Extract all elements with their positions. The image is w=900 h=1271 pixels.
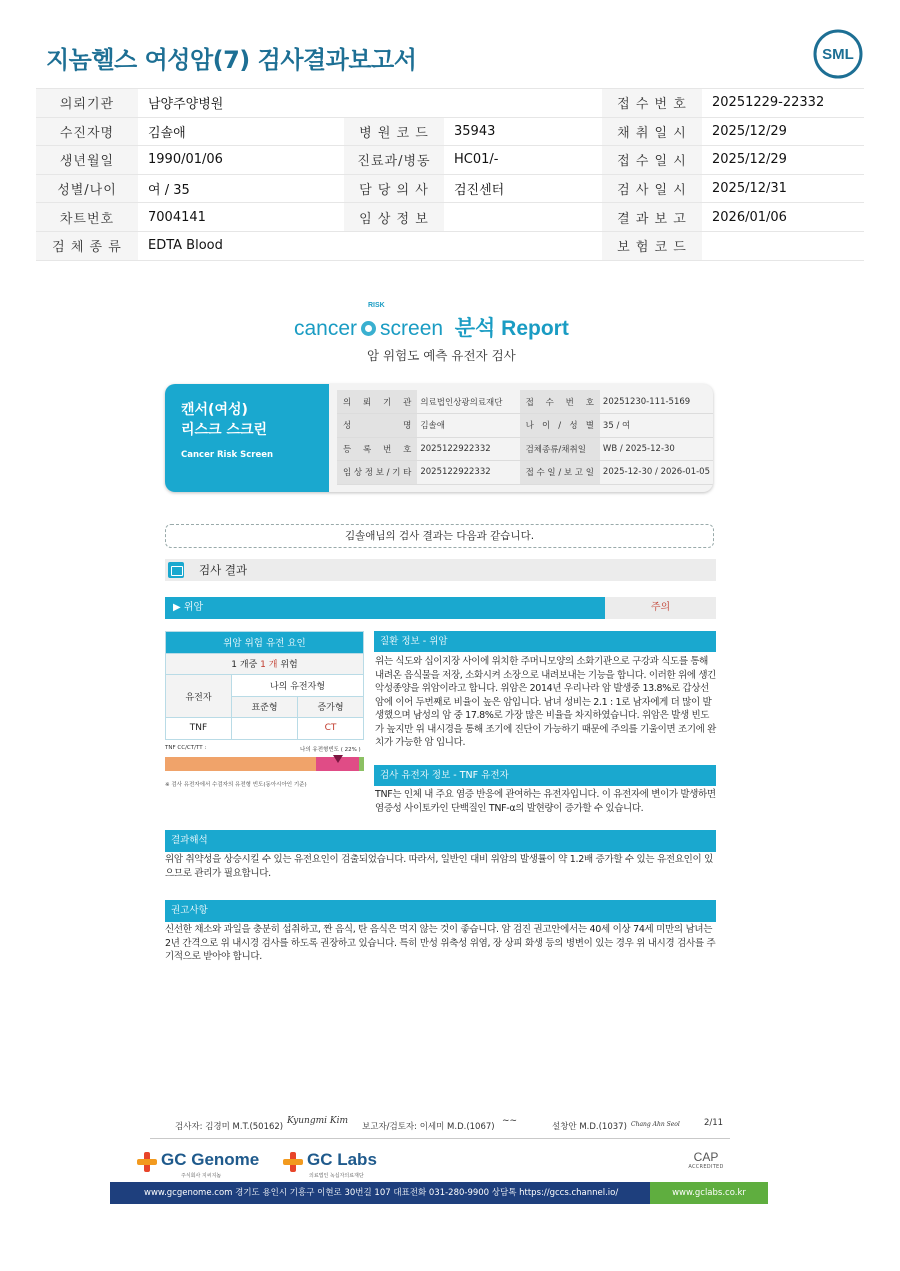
card-inst-label: 의 뢰 기 관 bbox=[337, 390, 417, 414]
card-inst-value: 의료법인상광의료재단 bbox=[417, 390, 519, 414]
collect-date-value: 2025/12/29 bbox=[702, 117, 864, 146]
footer-address: www.gcgenome.com 경기도 용인시 기흥구 이현로 30번길 107 대표전화 031-280-9900 상담톡 https://gccs.channel.io/ bbox=[144, 1188, 619, 1198]
tester-info: 검사자: 김경미 M.T.(50162) bbox=[175, 1122, 284, 1132]
receipt-no-label: 접 수 번 호 bbox=[602, 89, 702, 118]
chart-value: 7004141 bbox=[138, 203, 344, 232]
gene-risk-count-value: 1 개 bbox=[260, 660, 278, 671]
genotype-freq-axis-label: TNF CC/CT/TT : bbox=[165, 745, 207, 751]
interpretation-text: 위암 취약성을 상승시킬 수 있는 유전요인이 검출되었습니다. 따라서, 일반인 대비 위암의 발생률이 약 1.2배 증가할 수 있는 유전요인이 있으므로 관리가 필요합니다. bbox=[165, 854, 713, 879]
footer-divider bbox=[150, 1138, 730, 1139]
brand-screen: screen bbox=[380, 317, 444, 340]
page-title: 지놈헬스 여성암(7) 검사결과보고서 bbox=[46, 46, 417, 74]
results-heading bbox=[165, 559, 716, 581]
gc-genome-sub: 주식회사 지씨지놈 bbox=[181, 1173, 222, 1179]
hospital-code-label: 병 원 코 드 bbox=[344, 117, 444, 146]
specimen-label: 검 체 종 류 bbox=[36, 231, 138, 260]
card-clinical-value: 2025122922332 bbox=[417, 461, 519, 485]
report-date-label: 결 과 보 고 bbox=[602, 203, 702, 232]
genotype-freq-segment-tt bbox=[359, 757, 364, 771]
brand-logo-icon bbox=[361, 321, 376, 336]
card-reg-value: 2025122922332 bbox=[417, 437, 519, 461]
gene-increased-value: CT bbox=[298, 718, 364, 740]
hospital-code-value: 35943 bbox=[444, 117, 602, 146]
gene-risk-count bbox=[166, 653, 364, 675]
brand-cancer: cancer bbox=[294, 317, 358, 340]
cap-accredited-logo bbox=[676, 1150, 736, 1182]
brand-title: 분석 Report bbox=[454, 317, 569, 340]
footer-bar bbox=[110, 1182, 768, 1204]
receipt-date-value: 2025/12/29 bbox=[702, 146, 864, 175]
card-row bbox=[337, 390, 713, 414]
clinical-label: 임 상 정 보 bbox=[344, 203, 444, 232]
info-row bbox=[36, 117, 864, 146]
my-genotype-header: 나의 유전자형 bbox=[232, 675, 364, 697]
dept-value: HC01/- bbox=[444, 146, 602, 175]
gene-info-heading: 검사 유전자 정보 - TNF 유전자 bbox=[374, 765, 716, 786]
collect-date-label: 채 취 일 시 bbox=[602, 117, 702, 146]
specimen-value: EDTA Blood bbox=[138, 231, 344, 260]
info-row bbox=[36, 89, 864, 118]
cap-logo-sub: ACCREDITED bbox=[688, 1164, 724, 1170]
category-bar: ▶ 위암 bbox=[165, 597, 605, 619]
disease-info-heading: 질환 정보 - 위암 bbox=[374, 631, 716, 652]
gc-cross-icon bbox=[137, 1152, 157, 1172]
gene-col-header: 유전자 bbox=[166, 675, 232, 718]
gc-labs-name: GC Labs bbox=[307, 1150, 377, 1169]
gene-name: TNF bbox=[166, 718, 232, 740]
gene-info-text: TNF는 인체 내 주요 염증 반응에 관여하는 유전자입니다. 이 유전자에 변이가 발생하면 염증성 사이토카인 단백질인 TNF-α의 발현량이 증가할 수 있습니다. bbox=[375, 789, 716, 814]
patient-label: 수진자명 bbox=[36, 117, 138, 146]
info-row bbox=[36, 203, 864, 232]
info-row bbox=[36, 146, 864, 175]
gene-table-header-row bbox=[166, 675, 364, 697]
category-status-badge: 주의 bbox=[605, 597, 716, 619]
sex-age-value: 여 / 35 bbox=[138, 174, 344, 203]
institution-value: 남양주양병원 bbox=[138, 89, 344, 118]
report-date-value: 2026/01/06 bbox=[702, 203, 864, 232]
card-title-panel bbox=[165, 384, 329, 492]
card-name-value: 김솔애 bbox=[417, 414, 519, 438]
doctor-label: 담 당 의 사 bbox=[344, 174, 444, 203]
card-row bbox=[337, 414, 713, 438]
dept-label: 진료과/병동 bbox=[344, 146, 444, 175]
card-agesex-value: 35 / 여 bbox=[600, 414, 713, 438]
info-row bbox=[36, 231, 864, 260]
gene-table-count-row bbox=[166, 653, 364, 675]
recommendation-heading: 권고사항 bbox=[165, 900, 716, 922]
info-row bbox=[36, 174, 864, 203]
card-no-value: 20251230-111-5169 bbox=[600, 390, 713, 414]
empty-cell bbox=[444, 89, 602, 118]
footer-website: www.gclabs.co.kr bbox=[650, 1182, 768, 1204]
increased-type-header: 증가형 bbox=[298, 696, 364, 718]
sml-logo bbox=[812, 28, 864, 80]
insurance-label: 보 험 코 드 bbox=[602, 231, 702, 260]
results-heading-text: 검사 결과 bbox=[199, 563, 248, 577]
insurance-value bbox=[702, 231, 864, 260]
reporter-info: 보고자/검토자: 이세미 M.D.(1067) bbox=[362, 1122, 495, 1132]
gene-standard-value bbox=[232, 718, 298, 740]
patient-info-table bbox=[36, 88, 864, 261]
test-date-value: 2025/12/31 bbox=[702, 174, 864, 203]
standard-type-header: 표준형 bbox=[232, 696, 298, 718]
empty-cell bbox=[344, 89, 444, 118]
gc-genome-name: GC Genome bbox=[161, 1150, 260, 1169]
cancer-risk-screen-logo bbox=[294, 302, 569, 342]
interpretation-heading: 결과해석 bbox=[165, 830, 716, 852]
empty-cell bbox=[344, 231, 444, 260]
reviewer-signature: Chang Ahn Seol bbox=[631, 1121, 680, 1128]
brand-risk: RISK bbox=[368, 302, 385, 309]
gene-risk-table bbox=[165, 631, 364, 740]
card-reg-label: 등 록 번 호 bbox=[337, 437, 417, 461]
gene-risk-count-prefix: 1 개중 bbox=[231, 660, 258, 671]
card-no-label: 접 수 번 호 bbox=[520, 390, 600, 414]
my-genotype-marker-icon bbox=[333, 755, 343, 763]
card-info-table bbox=[337, 390, 713, 485]
card-clinical-label: 임 상 정 보 / 기 타 bbox=[337, 461, 417, 485]
gc-cross-icon bbox=[283, 1152, 303, 1172]
reviewer-info: 설창안 M.D.(1037) bbox=[552, 1122, 627, 1132]
card-title-2: 리스크 스크린 bbox=[181, 422, 268, 438]
genotype-freq-note: ※ 검사 유전자에서 수검자의 유전형 빈도(동아시아인 기준) bbox=[165, 782, 307, 788]
genotype-frequency-bar bbox=[165, 757, 364, 771]
disease-info-text: 위는 식도와 십이지장 사이에 위치한 주머니모양의 소화기관으로 구강과 식도를 통해 내려온 음식물을 저장, 소화시켜 소장으로 내려보내는 기능을 합니다. 이러한 위에 생긴 악성종양을 위암이라고 합니다. 위암은 2014년 우리나라 암 발생중 13.8%로 갑상선암에 이어 두번째로 비율이 높은 암입니다. 남녀 성비는 2.1 : 1로 남자에게 더 많이 발생했으며 남성의 암 중 17.8%로 가장 많은 비율을 차지하였습니다. 위암은 발생 빈도가 높지만 위 내시경을 통해 조기에 진단이 가능하기 때문에 주의를 기울이면 조기에 완치가 가능한 암 입니다. bbox=[375, 656, 716, 748]
clinical-value bbox=[444, 203, 602, 232]
card-specimen-label: 검체종류/채취일 bbox=[520, 437, 600, 461]
card-title-en: Cancer Risk Screen bbox=[181, 450, 274, 460]
gene-row bbox=[166, 718, 364, 740]
sex-age-label: 성별/나이 bbox=[36, 174, 138, 203]
receipt-no-value: 20251229-22332 bbox=[702, 89, 864, 118]
test-date-label: 검 사 일 시 bbox=[602, 174, 702, 203]
card-row bbox=[337, 461, 713, 485]
birth-value: 1990/01/06 bbox=[138, 146, 344, 175]
gene-table-title-row bbox=[166, 632, 364, 654]
gene-table-title: 위암 위험 유전 요인 bbox=[166, 632, 364, 654]
result-greeting: 김솔애님의 검사 결과는 다음과 같습니다. bbox=[165, 524, 714, 548]
my-genotype-freq-label: 나의 유전형빈도 ( 22% ) bbox=[300, 747, 361, 753]
recommendation-text: 신선한 채소와 과일을 충분히 섭취하고, 짠 음식, 탄 음식은 먹지 않는 것이 좋습니다. 암 검진 권고안에서는 40세 이상 74세 미만의 남녀는 2년 간격으로 위 내시경 검사를 하도록 권장하고 있습니다. 특히 만성 위축성 위염, 장 상피 화생 등의 병변이 있는 경우 위 내시경 검사를 주기적으로 받아야 합니다. bbox=[165, 924, 716, 962]
cap-logo-text: CAP bbox=[693, 1150, 719, 1164]
chart-label: 차트번호 bbox=[36, 203, 138, 232]
sml-logo-text: SML bbox=[822, 46, 854, 63]
receipt-date-label: 접 수 일 시 bbox=[602, 146, 702, 175]
card-agesex-label: 나 이 / 성 별 bbox=[520, 414, 600, 438]
birth-label: 생년월일 bbox=[36, 146, 138, 175]
card-specimen-value: WB / 2025-12-30 bbox=[600, 437, 713, 461]
institution-label: 의뢰기관 bbox=[36, 89, 138, 118]
card-dates-value: 2025-12-30 / 2026-01-05 bbox=[600, 461, 713, 485]
patient-card bbox=[165, 384, 713, 492]
card-title-1: 캔서(여성) bbox=[181, 402, 248, 418]
gc-labs-sub: 의료법인 녹십자의료재단 bbox=[309, 1173, 364, 1179]
medical-kit-icon bbox=[168, 562, 184, 578]
patient-value: 김솔애 bbox=[138, 117, 344, 146]
doctor-value: 검진센터 bbox=[444, 174, 602, 203]
tester-signature: Kyungmi Kim bbox=[287, 1116, 348, 1126]
report-subtitle: 암 위험도 예측 유전자 검사 bbox=[367, 348, 516, 363]
card-name-label: 성 명 bbox=[337, 414, 417, 438]
empty-cell bbox=[444, 231, 602, 260]
card-row bbox=[337, 437, 713, 461]
page-number: 2/11 bbox=[704, 1118, 724, 1128]
reporter-signature: ~~ bbox=[502, 1116, 518, 1126]
card-dates-label: 접 수 일 / 보 고 일 bbox=[520, 461, 600, 485]
gene-risk-count-suffix: 위험 bbox=[280, 660, 298, 671]
